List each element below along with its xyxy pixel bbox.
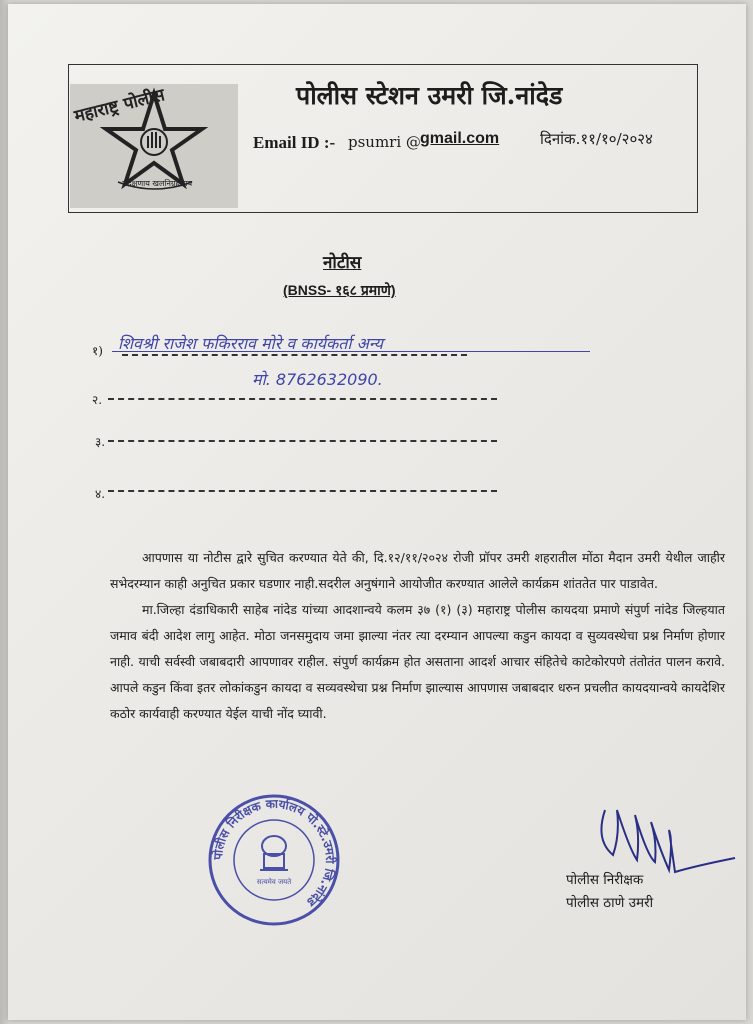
- office-stamp: [204, 790, 344, 934]
- handwritten-phone: मो. 8762632090.: [252, 370, 383, 389]
- notice-body: [110, 545, 725, 727]
- ashoka-emblem-icon: [260, 836, 288, 870]
- notice-title: नोटीस: [323, 253, 362, 273]
- officer-designation: पोलीस निरीक्षक: [566, 872, 644, 888]
- line-number-1: १): [92, 344, 103, 358]
- dotted-line-3: [108, 440, 497, 442]
- logo-top-text: महाराष्ट्र पोलीस: [72, 85, 167, 127]
- notice-date: दिनांक.११/१०/२०२४: [540, 130, 653, 148]
- stamp-ring-text: पोलीस निरीक्षक कार्यालय पो.स्टे.उमरी जि.नांदेड: [210, 796, 338, 910]
- police-logo: [70, 84, 238, 208]
- email-domain: gmail.com: [420, 130, 500, 147]
- email-user: psumri @: [348, 133, 421, 151]
- officer-station: पोलीस ठाणे उमरी: [566, 895, 654, 911]
- dotted-line-1: [122, 354, 467, 356]
- line-number-3: ३.: [95, 435, 106, 449]
- stamp-inner-text: सत्यमेव जयते: [256, 878, 292, 886]
- handwritten-recipient: शिवश्री राजेश फकिरराव मोरे व कार्यकर्ता अन्य: [118, 334, 383, 353]
- body-paragraph-2: मा.जिल्हा दंडाधिकारी साहेब नांदेड यांच्या आदशान्वये कलम ३७ (१) (३) महाराष्ट्र पोलीस कायदया प्रमाणे संपुर्ण नांदेड जिल्हयात जमाव बंदी आदेश लागु आहेत. मोठा जनसमुदाय जमा झाल्या नंतर त्या दरम्यान आपल्या कडुन कायदा व सुव्यवस्थेचा प्रश्न निर्माण होणार नाही. याची सर्वस्वी जबाबदारी आपणावर राहील. संपुर्ण कार्यक्रम होत असताना आदर्श आचार संहितेचे काटेकोरपणे तंतोतंत पालन करावे. आपले कडुन किंवा इतर लोकांकडुन कायदा व सव्यवस्थेचा प्रश्न निर्माण झाल्यास आपणास जबाबदार धरुन प्रचलीत कायदयान्वये कायदेशिर कठोर कार्यवाही करण्यात येईल याची नोंद घ्यावी.: [110, 602, 725, 721]
- logo-motto: सद्रक्षणाय खलनिग्रहणाय: [122, 179, 193, 188]
- palm-emblem-icon: [141, 129, 167, 155]
- strike-line: [112, 351, 590, 352]
- line-number-4: ४.: [95, 487, 106, 501]
- body-paragraph-1: आपणास या नोटीस द्वारे सुचित करण्यात येते की, दि.१२/११/२०२४ रोजी प्रॉपर उमरी शहरातील मोंठा मैदान उमरी येथील जाहीर सभेदरम्यान काही अनुचित प्रकार घडणार नाही.सदरील अनुषंगाने आयोजीत करण्यात आलेले कार्यक्रम शांततेत पार पाडावेत.: [110, 550, 725, 591]
- email-label: Email ID :-: [253, 133, 336, 152]
- dotted-line-2: [108, 398, 497, 400]
- dotted-line-4: [108, 490, 497, 492]
- station-title: पोलीस स्टेशन उमरी जि.नांदेड: [296, 81, 563, 110]
- notice-subtitle: (BNSS- १६८ प्रमाणे): [283, 282, 396, 298]
- line-number-2: २.: [92, 393, 103, 407]
